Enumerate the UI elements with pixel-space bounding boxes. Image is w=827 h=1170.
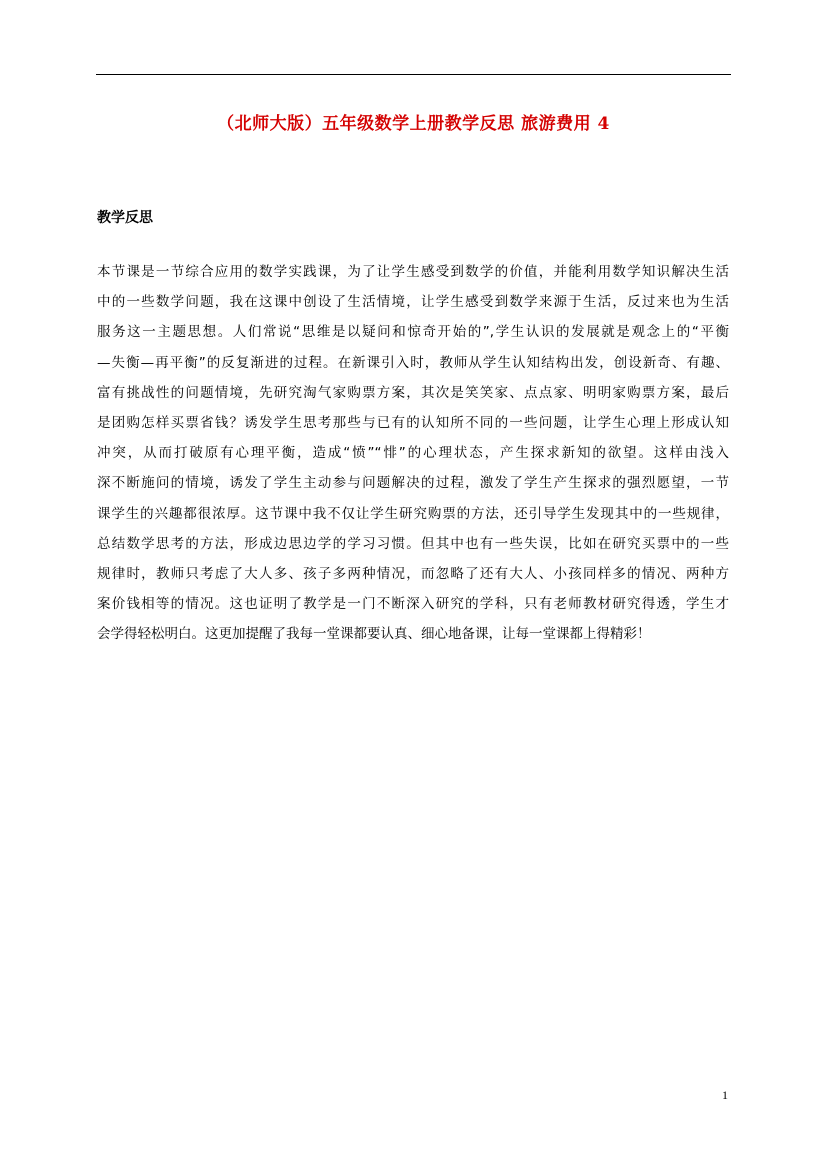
body-line: 是团购怎样买票省钱？诱发学生思考那些与已有的认知所不同的一些问题，让学生心理上形成认知 — [97, 414, 729, 431]
body-line: —失衡—再平衡”的反复渐进的过程。在新课引入时，教师从学生认知结构出发，创设新奇、有趣、 — [97, 354, 729, 371]
body-line: 案价钱相等的情况。这也证明了教学是一门不断深入研究的学科，只有老师教材研究得透，学生才 — [97, 596, 729, 613]
body-paragraph — [97, 257, 729, 649]
body-line: 服务这一主题思想。人们常说“思维是以疑问和惊奇开始的”,学生认识的发展就是观念上的“平衡 — [97, 324, 729, 341]
body-line: 本节课是一节综合应用的数学实践课，为了让学生感受到数学的价值，并能利用数学知识解决生活 — [97, 264, 729, 280]
body-line: 会学得轻松明白。这更加提醒了我每一堂课都要认真、细心地备课，让每一堂课都上得精彩！ — [97, 626, 651, 643]
body-line: 冲突，从而打破原有心理平衡，造成“愤”“悱”的心理状态，产生探求新知的欲望。这样由浅入 — [97, 445, 729, 462]
header-rule — [96, 74, 731, 75]
body-line: 中的一些数学问题，我在这课中创设了生活情境，让学生感受到数学来源于生活，反过来也为生活 — [97, 294, 729, 311]
document-title: （北师大版）五年级数学上册教学反思 旅游费用 4 — [217, 114, 610, 134]
section-heading: 教学反思 — [97, 210, 153, 226]
body-line: 富有挑战性的问题情境，先研究淘气家购票方案，其次是笑笑家、点点家、明明家购票方案，最后 — [97, 384, 729, 401]
body-line: 深不断施问的情境，诱发了学生主动参与问题解决的过程，激发了学生产生探求的强烈愿望，一节 — [97, 475, 729, 492]
page-number: 1 — [722, 1088, 728, 1102]
body-line: 课学生的兴趣都很浓厚。这节课中我不仅让学生研究购票的方法，还引导学生发现其中的一些规律， — [97, 505, 729, 522]
body-line: 规律时，教师只考虑了大人多、孩子多两种情况，而忽略了还有大人、小孩同样多的情况、两种方 — [97, 565, 729, 582]
body-line: 总结数学思考的方法，形成边思边学的学习习惯。但其中也有一些失误，比如在研究买票中的一些 — [97, 535, 729, 552]
